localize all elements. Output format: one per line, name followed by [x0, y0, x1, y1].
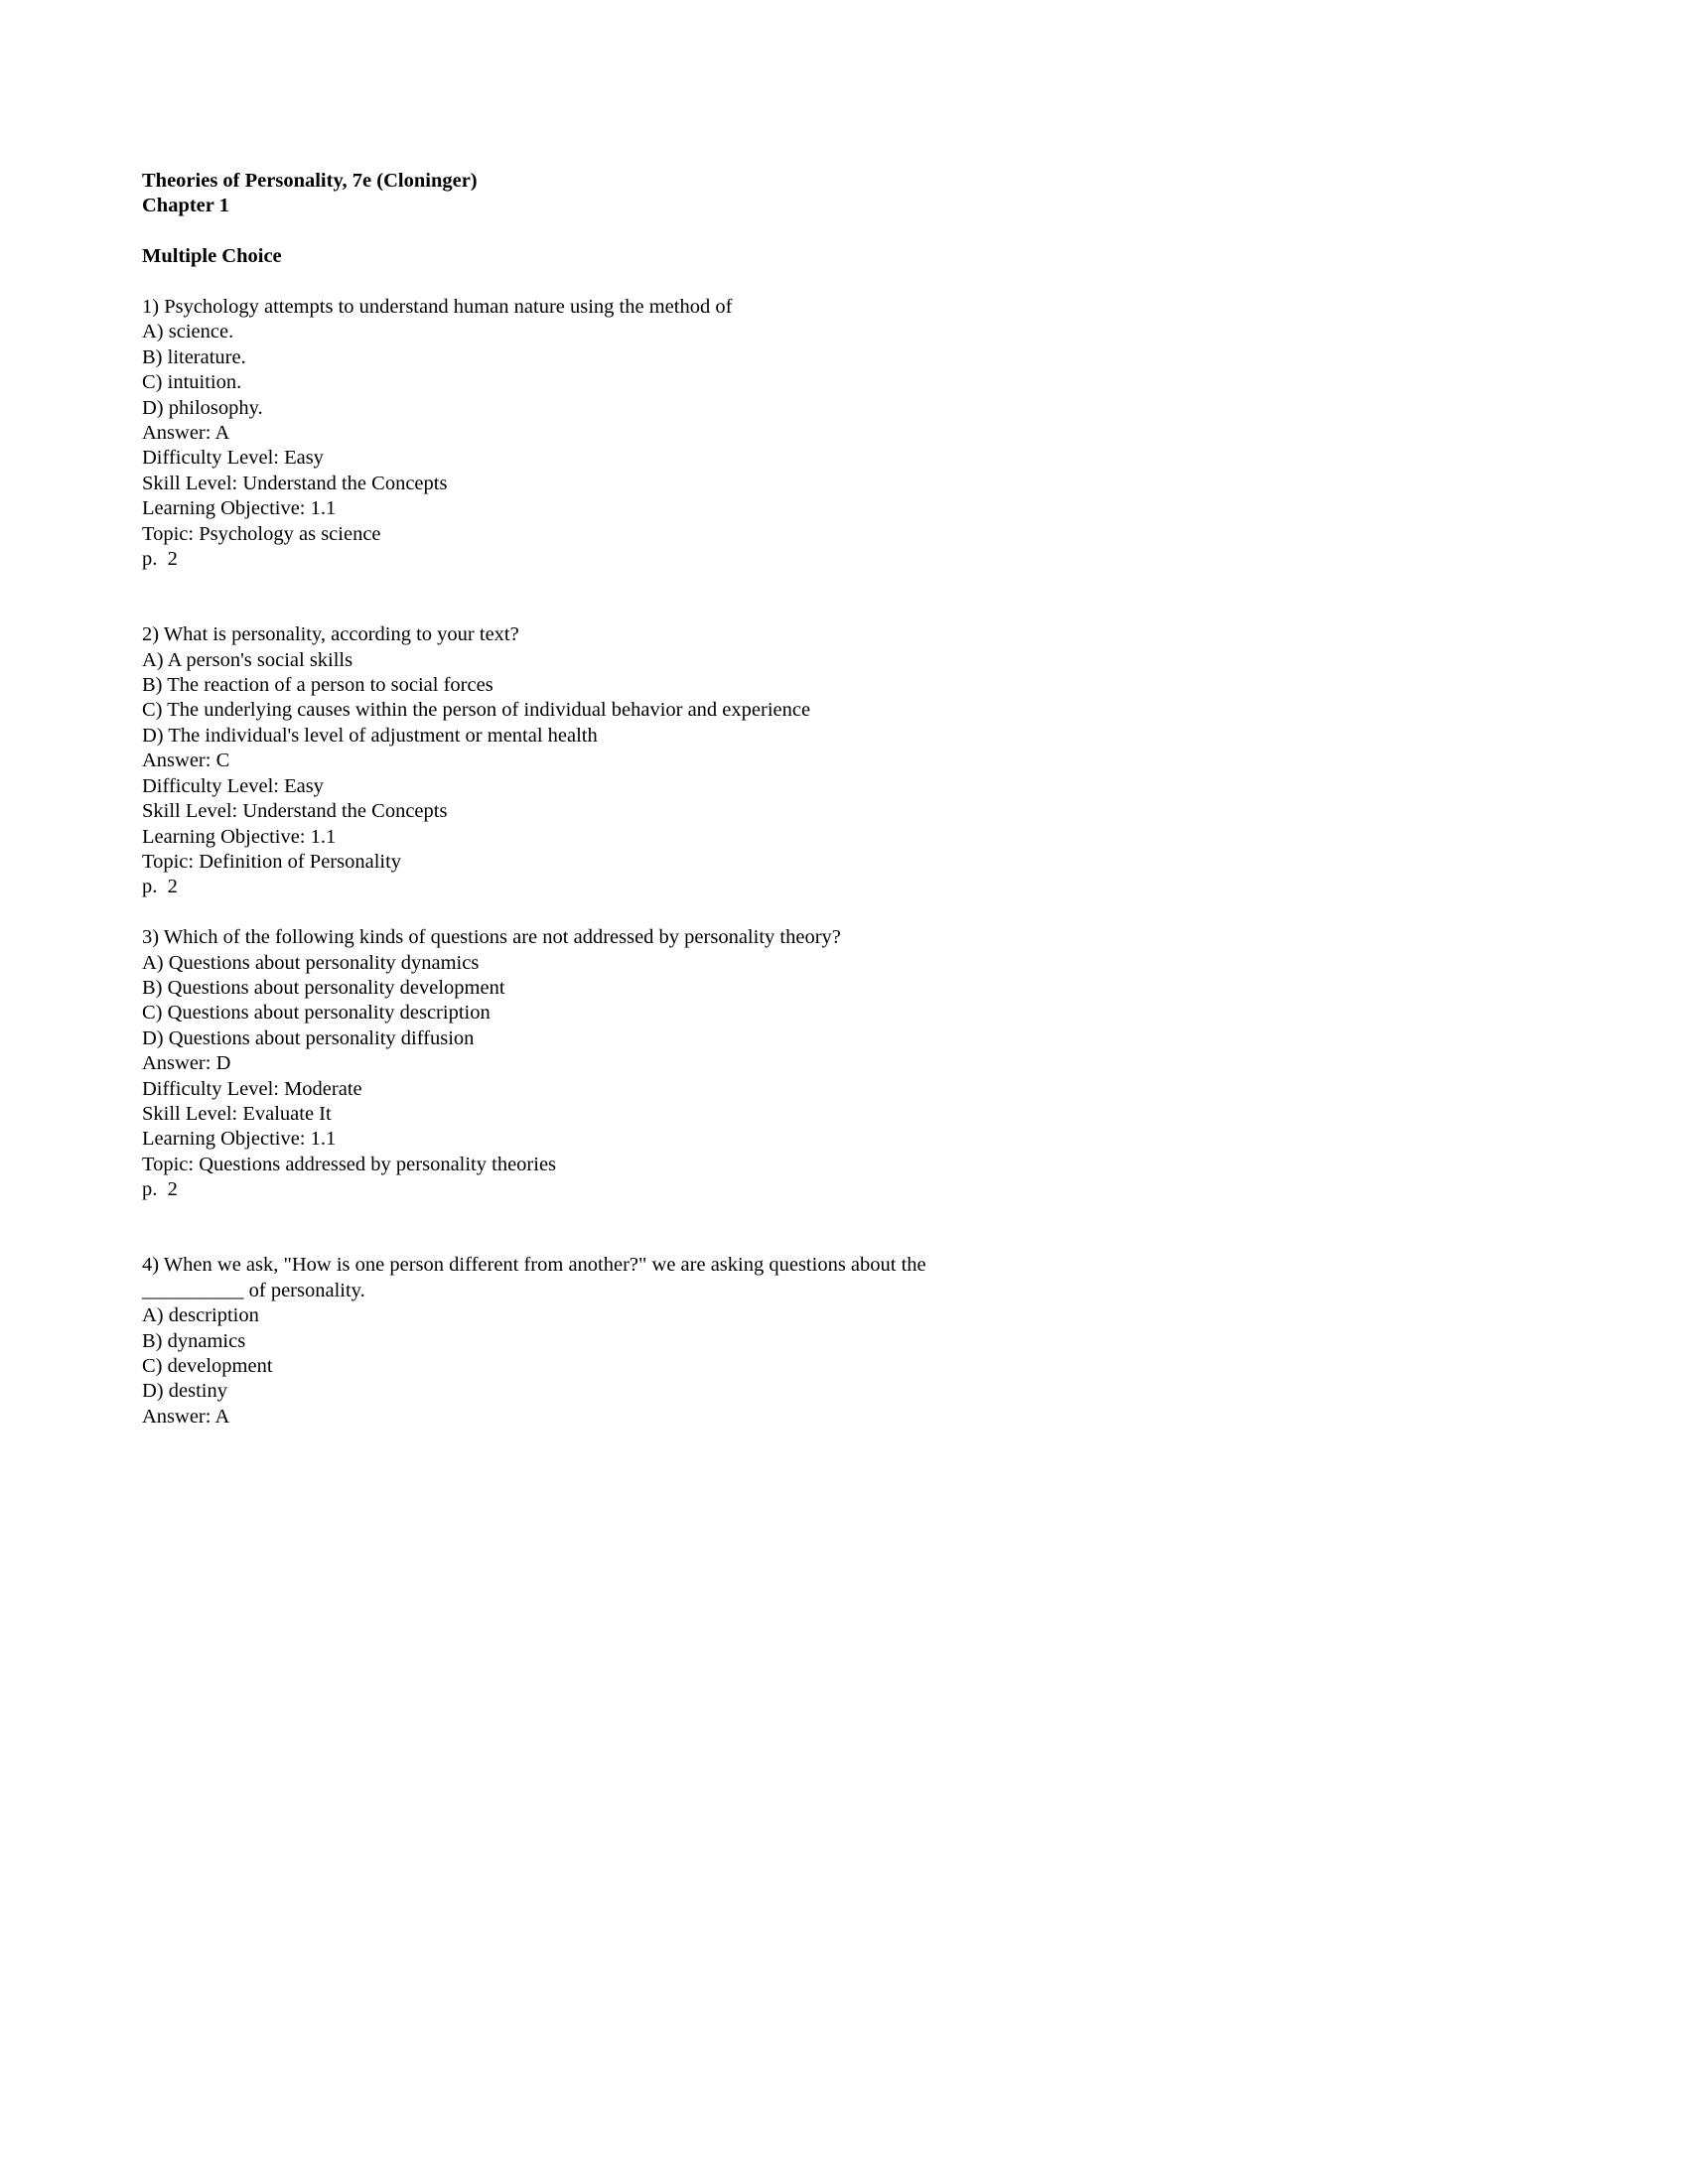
answer-choice: B) dynamics [142, 1329, 246, 1352]
question-text: 2) What is personality, according to your text? [142, 623, 519, 646]
answer-choice: A) science. [142, 321, 234, 343]
answer-choice: C) The underlying causes within the person of individual behavior and experience [142, 699, 811, 722]
chapter-heading: Chapter 1 [142, 195, 229, 217]
blank-line [142, 1228, 1544, 1253]
questions-container [142, 295, 1544, 1430]
meta-line: Difficulty Level: Easy [142, 447, 324, 470]
meta-line: Topic: Definition of Personality [142, 850, 402, 873]
blank-line [142, 270, 1544, 295]
document-title: Theories of Personality, 7e (Cloninger) [142, 170, 478, 192]
meta-line: Answer: A [142, 1405, 230, 1428]
meta-line: p. 2 [142, 548, 178, 571]
question-text: 1) Psychology attempts to understand human nature using the method of [142, 296, 733, 318]
blank-line [142, 572, 1544, 597]
meta-line: p. 2 [142, 876, 178, 898]
answer-choice: D) Questions about personality diffusion [142, 1026, 475, 1049]
question-block [142, 622, 1544, 925]
meta-line: Answer: D [142, 1052, 231, 1075]
meta-line: Answer: C [142, 750, 230, 772]
meta-line: Difficulty Level: Moderate [142, 1077, 362, 1100]
question-text: __________ of personality. [142, 1279, 365, 1301]
meta-line: Skill Level: Evaluate It [142, 1102, 332, 1125]
answer-choice: A) A person's social skills [142, 648, 353, 671]
answer-choice: C) intuition. [142, 371, 242, 394]
question-block [142, 925, 1544, 1253]
answer-choice: C) Questions about personality description [142, 1002, 491, 1024]
question-text: 4) When we ask, "How is one person different from another?" we are asking questions about the [142, 1254, 926, 1277]
section-heading: Multiple Choice [142, 245, 282, 268]
meta-line: Learning Objective: 1.1 [142, 1128, 337, 1151]
answer-choice: B) literature. [142, 345, 246, 368]
answer-choice: D) destiny [142, 1380, 227, 1403]
meta-line: Learning Objective: 1.1 [142, 825, 337, 848]
answer-choice: B) The reaction of a person to social forces [142, 674, 493, 697]
meta-line: Skill Level: Understand the Concepts [142, 472, 448, 494]
blank-line [142, 1203, 1544, 1228]
question-text: 3) Which of the following kinds of questions are not addressed by personality theory? [142, 926, 841, 949]
answer-choice: D) philosophy. [142, 396, 263, 419]
meta-line: Answer: A [142, 422, 230, 445]
blank-line [142, 900, 1544, 925]
meta-line: Difficulty Level: Easy [142, 774, 324, 797]
meta-line: p. 2 [142, 1178, 178, 1201]
answer-choice: A) description [142, 1304, 259, 1327]
blank-line [142, 598, 1544, 622]
question-block [142, 1253, 1544, 1430]
answer-choice: A) Questions about personality dynamics [142, 951, 480, 974]
answer-choice: B) Questions about personality development [142, 976, 505, 999]
meta-line: Topic: Questions addressed by personality theories [142, 1153, 557, 1175]
meta-line: Learning Objective: 1.1 [142, 497, 337, 520]
question-block [142, 295, 1544, 622]
answer-choice: D) The individual's level of adjustment or mental health [142, 724, 598, 747]
answer-choice: C) development [142, 1354, 273, 1377]
blank-line [142, 219, 1544, 244]
meta-line: Topic: Psychology as science [142, 522, 381, 545]
meta-line: Skill Level: Understand the Concepts [142, 800, 448, 823]
